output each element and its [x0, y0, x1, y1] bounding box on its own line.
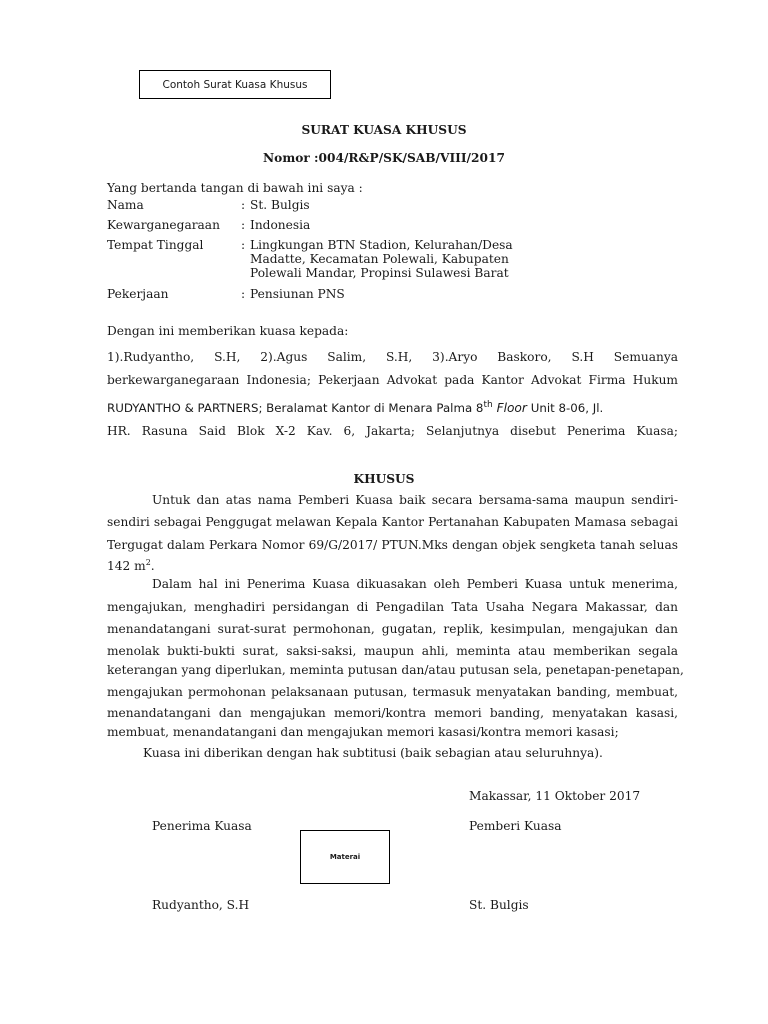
grantees-firm-text: RUDYANTHO & PARTNERS; Beralamat Kantor di Menara Palma 8 — [107, 401, 484, 416]
para2-line: menandatangani surat-surat permohonan, gugatan, replik, kesimpulan, mengajukan dan — [107, 622, 678, 636]
document-label: Contoh Surat Kuasa Khusus — [162, 78, 308, 91]
field-value-residence-line3: Polewali Mandar, Propinsi Sulawesi Barat — [250, 266, 509, 280]
field-value-residence-line1: Lingkungan BTN Stadion, Kelurahan/Desa — [250, 238, 513, 252]
field-label-name: Nama — [107, 198, 144, 212]
field-colon: : — [241, 238, 246, 252]
grantees-line: 1).Rudyantho, S.H, 2).Agus Salim, S.H, 3).Aryo Baskoro, S.H Semuanya — [107, 350, 678, 364]
stamp-label: Materai — [329, 853, 361, 861]
para1-superscript: 2 — [145, 558, 151, 567]
field-colon: : — [241, 198, 246, 212]
document-number: Nomor :004/R&P/SK/SAB/VIII/2017 — [263, 151, 505, 165]
para2-line: mengajukan, menghadiri persidangan di Pengadilan Tata Usaha Negara Makassar, dan — [107, 600, 678, 614]
place-date: Makassar, 11 Oktober 2017 — [469, 789, 641, 803]
field-colon: : — [241, 287, 246, 301]
grantees-superscript: th — [483, 400, 493, 410]
grantees-line — [107, 397, 678, 416]
field-label-citizenship: Kewarganegaraan — [107, 218, 220, 232]
para1-area: 142 m — [107, 559, 146, 574]
grantor-role: Pemberi Kuasa — [469, 819, 562, 833]
recipient-role: Penerima Kuasa — [152, 819, 252, 833]
grantees-line: HR. Rasuna Said Blok X-2 Kav. 6, Jakarta; Selanjutnya disebut Penerima Kuasa; — [107, 424, 678, 438]
para2-line: menandatangani dan mengajukan memori/kontra memori banding, menyatakan kasasi, — [107, 706, 678, 720]
field-value-citizenship: Indonesia — [250, 218, 311, 232]
grant-intro: Dengan ini memberikan kuasa kepada: — [107, 324, 349, 338]
grantees-floor: Floor — [496, 401, 527, 416]
field-label-occupation: Pekerjaan — [107, 287, 169, 301]
para1-line: sendiri sebagai Penggugat melawan Kepala Kantor Pertanahan Kabupaten Mamasa sebagai — [107, 515, 678, 529]
intro-text: Yang bertanda tangan di bawah ini saya : — [107, 181, 363, 195]
grantees-line: berkewarganegaraan Indonesia; Pekerjaan Advokat pada Kantor Advokat Firma Hukum — [107, 373, 678, 387]
stamp-box — [300, 830, 390, 884]
field-value-name: St. Bulgis — [250, 198, 310, 212]
field-value-residence-line2: Madatte, Kecamatan Polewali, Kabupaten — [250, 252, 509, 266]
para1-period: . — [150, 559, 155, 574]
field-value-occupation: Pensiunan PNS — [250, 287, 345, 301]
recipient-name: Rudyantho, S.H — [152, 898, 250, 912]
grantor-name: St. Bulgis — [469, 898, 529, 912]
grantees-unit: Unit 8-06, Jl. — [530, 401, 604, 416]
para1-line: Untuk dan atas nama Pemberi Kuasa baik secara bersama-sama maupun sendiri- — [152, 493, 678, 507]
para1-line: Tergugat dalam Perkara Nomor 69/G/2017/ PTUN.Mks dengan objek sengketa tanah seluas — [107, 538, 678, 552]
para2-line: mengajukan permohonan pelaksanaan putusan, termasuk menyatakan banding, membuat, — [107, 685, 678, 699]
para2-line: menolak bukti-bukti surat, saksi-saksi, maupun ahli, meminta atau memberikan segala — [107, 644, 678, 658]
special-heading: KHUSUS — [353, 472, 415, 486]
para2-line: keterangan yang diperlukan, meminta putusan dan/atau putusan sela, penetapan-penetapan, — [107, 663, 684, 677]
para1-line — [107, 555, 155, 574]
field-label-residence: Tempat Tinggal — [107, 238, 204, 252]
field-colon: : — [241, 218, 246, 232]
document-label-box — [139, 70, 331, 99]
para3-text: Kuasa ini diberikan dengan hak subtitusi (baik sebagian atau seluruhnya). — [143, 746, 603, 760]
para2-line: Dalam hal ini Penerima Kuasa dikuasakan oleh Pemberi Kuasa untuk menerima, — [152, 577, 678, 591]
document-title: SURAT KUASA KHUSUS — [301, 123, 467, 137]
para2-line: membuat, menandatangani dan mengajukan memori kasasi/kontra memori kasasi; — [107, 725, 619, 739]
